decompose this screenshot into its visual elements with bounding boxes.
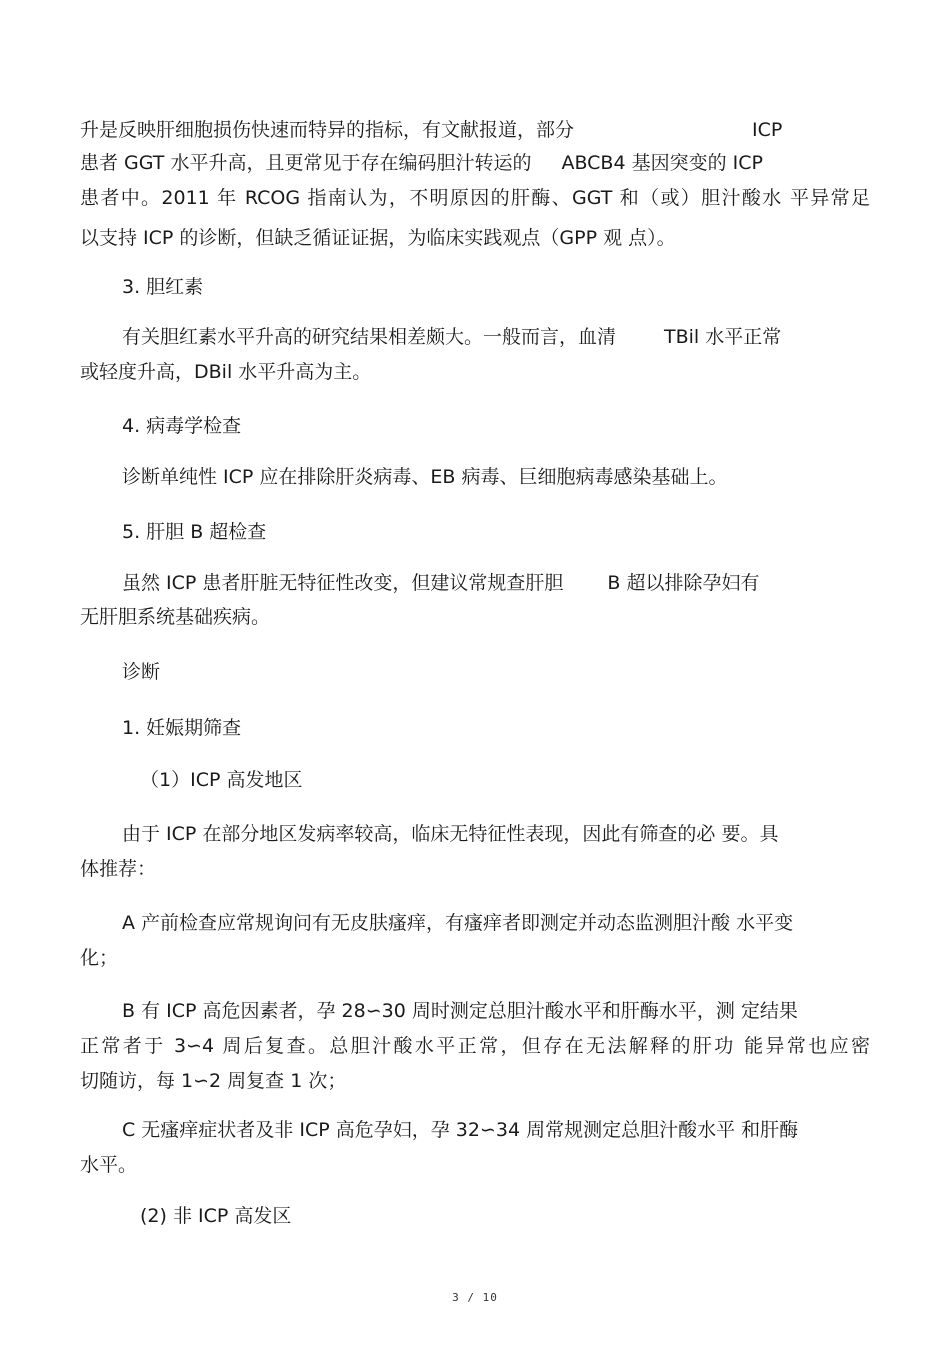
section-heading: 诊断: [122, 661, 161, 683]
section-heading: 3. 胆红素: [122, 276, 204, 298]
text-span: B 超以排除孕妇有: [607, 572, 760, 594]
page-number: 3 / 10: [452, 1291, 498, 1304]
paragraph-line: 水平。: [80, 1154, 138, 1176]
paragraph-line: 体推荐：: [80, 858, 157, 880]
paragraph-line: A 产前检查应常规询问有无皮肤瘙痒，有瘙痒者即测定并动态监测胆汁酸 水平变: [122, 912, 794, 934]
text-span: ICP: [752, 119, 783, 141]
text-span: 患者 GGT 水平升高，且更常见于存在编码胆汁转运的: [80, 152, 532, 174]
paragraph-line: C 无瘙痒症状者及非 ICP 高危孕妇，孕 32∽34 周常规测定总胆汁酸水平 和肝酶: [122, 1119, 799, 1141]
subsection-heading: （1）ICP 高发地区: [140, 769, 303, 791]
subsection-heading: (2) 非 ICP 高发区: [140, 1205, 292, 1227]
paragraph-line: 患者中。2011 年 RCOG 指南认为，不明原因的肝酶、GGT 和（或）胆汁酸水 平异常足: [80, 187, 870, 209]
text-span: 有关胆红素水平升高的研究结果相差颇大。一般而言，血清: [122, 326, 617, 348]
text-span: TBil 水平正常: [664, 326, 782, 348]
paragraph-line: [122, 571, 862, 595]
paragraph-line: 无肝胆系统基础疾病。: [80, 606, 271, 628]
section-heading: 1. 妊娠期筛查: [122, 717, 242, 739]
text-span: ABCB4 基因突变的 ICP: [561, 152, 763, 174]
paragraph-line: 正常者于 3∽4 周后复查。总胆汁酸水平正常，但存在无法解释的肝功 能异常也应密: [80, 1035, 870, 1057]
paragraph-line: B 有 ICP 高危因素者，孕 28∽30 周时测定总胆汁酸水平和肝酶水平，测 定结果: [122, 1000, 798, 1022]
paragraph-line: 以支持 ICP 的诊断，但缺乏循证证据，为临床实践观点（GPP 观 点）。: [80, 227, 676, 249]
section-heading: 5. 肝胆 B 超检查: [122, 521, 267, 543]
paragraph-line: 切随访，每 1∽2 周复查 1 次；: [80, 1070, 347, 1092]
paragraph-line: 诊断单纯性 ICP 应在排除肝炎病毒、EB 病毒、巨细胞病毒感染基础上。: [122, 466, 728, 488]
text-span: 升是反映肝细胞损伤快速而特异的指标，有文献报道，部分: [80, 119, 575, 141]
paragraph-line: [80, 151, 870, 175]
paragraph-line: 或轻度升高，DBil 水平升高为主。: [80, 361, 372, 383]
paragraph-line: 化；: [80, 947, 119, 969]
paragraph-line: 由于 ICP 在部分地区发病率较高，临床无特征性表现，因此有筛查的必 要。具: [122, 823, 779, 845]
paragraph-line: [80, 118, 870, 142]
text-span: 虽然 ICP 患者肝脏无特征性改变，但建议常规查肝胆: [122, 572, 564, 594]
paragraph-line: [122, 325, 862, 349]
section-heading: 4. 病毒学检查: [122, 415, 242, 437]
